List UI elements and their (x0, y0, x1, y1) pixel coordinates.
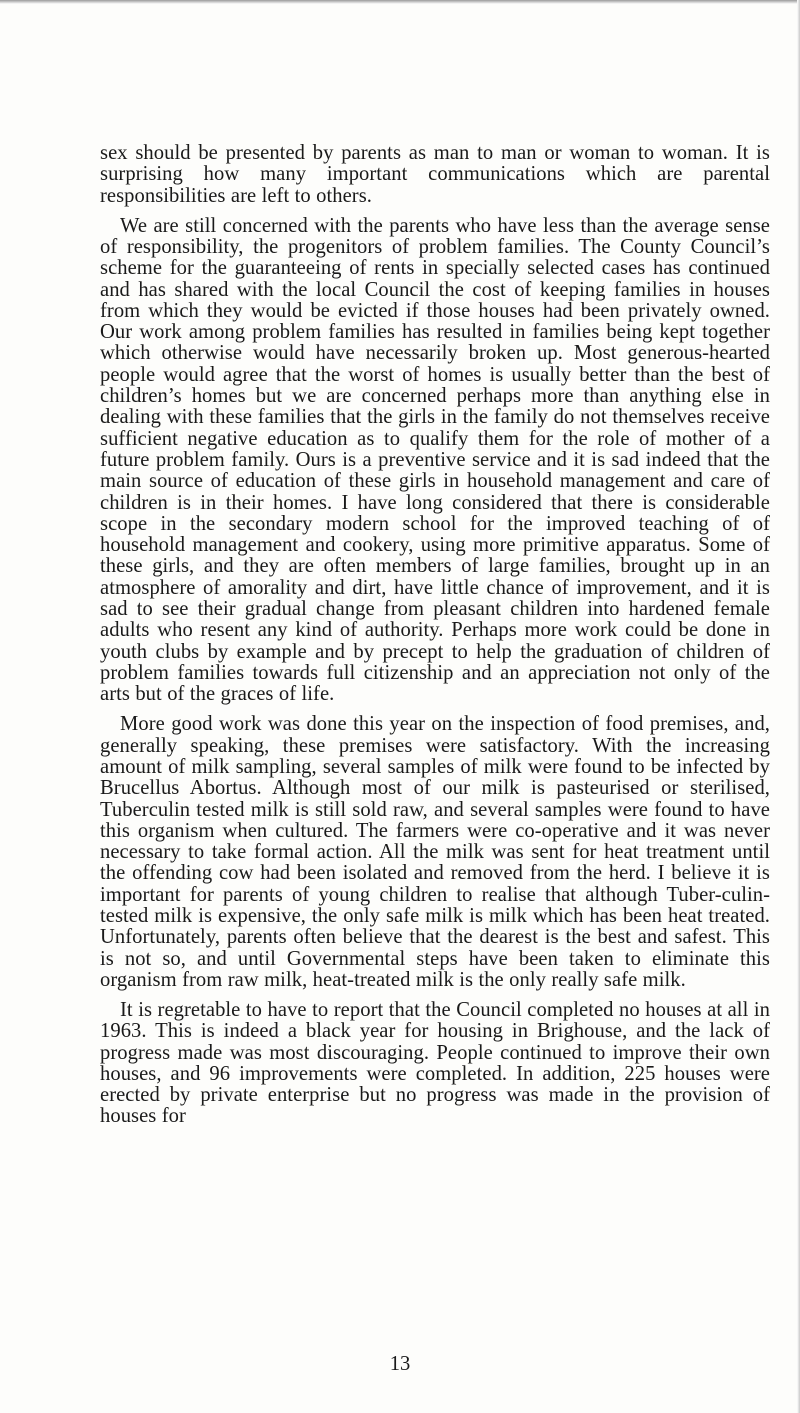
paragraph-problem-families: We are still concerned with the parents who have less than the average sense of responsibility, the progenitors of problem families. The County Council’s scheme for the guaranteeing of rents in specially selected cases has continued and has shared with the local Council the cost of keeping families in houses from which they would be evicted if those houses had been privately owned. Our work among problem families has resulted in families being kept together which otherwise would have necessarily broken up. Most generous-hearted people would agree that the worst of homes is usually better than the best of children’s homes but we are concerned perhaps more than anything else in dealing with these families that the girls in the family do not themselves receive sufficient negative education as to qualify them for the role of mother of a future problem family. Ours is a preventive service and it is sad indeed that the main source of education of these girls in household management and care of children is in their homes. I have long considered that there is considerable scope in the secondary modern school for the improved teaching of of household management and cookery, using more primitive apparatus. Some of these girls, and they are often members of large families, brought up in an atmosphere of amorality and dirt, have little chance of improvement, and it is sad to see their gradual change from pleasant children into hardened female adults who resent any kind of authority. Perhaps more work could be done in youth clubs by example and by precept to help the graduation of children of problem families towards full citizenship and an appreciation not only of the arts but of the graces of life. (100, 214, 770, 706)
paragraph-housing: It is regretable to have to report that the Council completed no houses at all in 1963. This is indeed a black year for housing in Brighouse, and the lack of progress made was most discouraging. People continued to improve their own houses, and 96 improvements were completed. In addition, 225 houses were erected by private enterprise but no progress was made in the provision of houses for (100, 998, 770, 1128)
top-edge-shadow (0, 0, 800, 4)
page-number: 13 (389, 1353, 411, 1375)
paragraph-continuation: sex should be presented by parents as man to man or woman to woman. It is surprising how many important communications which are parental responsibilities are left to others. (100, 142, 770, 207)
paragraph-food-and-milk: More good work was done this year on the inspection of food premises, and, generally speaking, these premises were satisfactory. With the increasing amount of milk sampling, several samples of milk were found to be infected by Brucellus Abortus. Although most of our milk is pasteurised or sterilised, Tuberculin tested milk is still sold raw, and several samples were found to have this organism when cultured. The farmers were co-operative and it was never necessary to take formal action. All the milk was sent for heat treatment until the offending cow had been isolated and removed from the herd. I believe it is important for parents of young children to realise that although Tuber-culin-tested milk is expensive, the only safe milk is milk which has been heat treated. Unfortunately, parents often believe that the dearest is the best and safest. This is not so, and until Governmental steps have been taken to eliminate this organism from raw milk, heat-treated milk is the only really safe milk. (100, 713, 770, 991)
body-text (100, 143, 770, 1137)
